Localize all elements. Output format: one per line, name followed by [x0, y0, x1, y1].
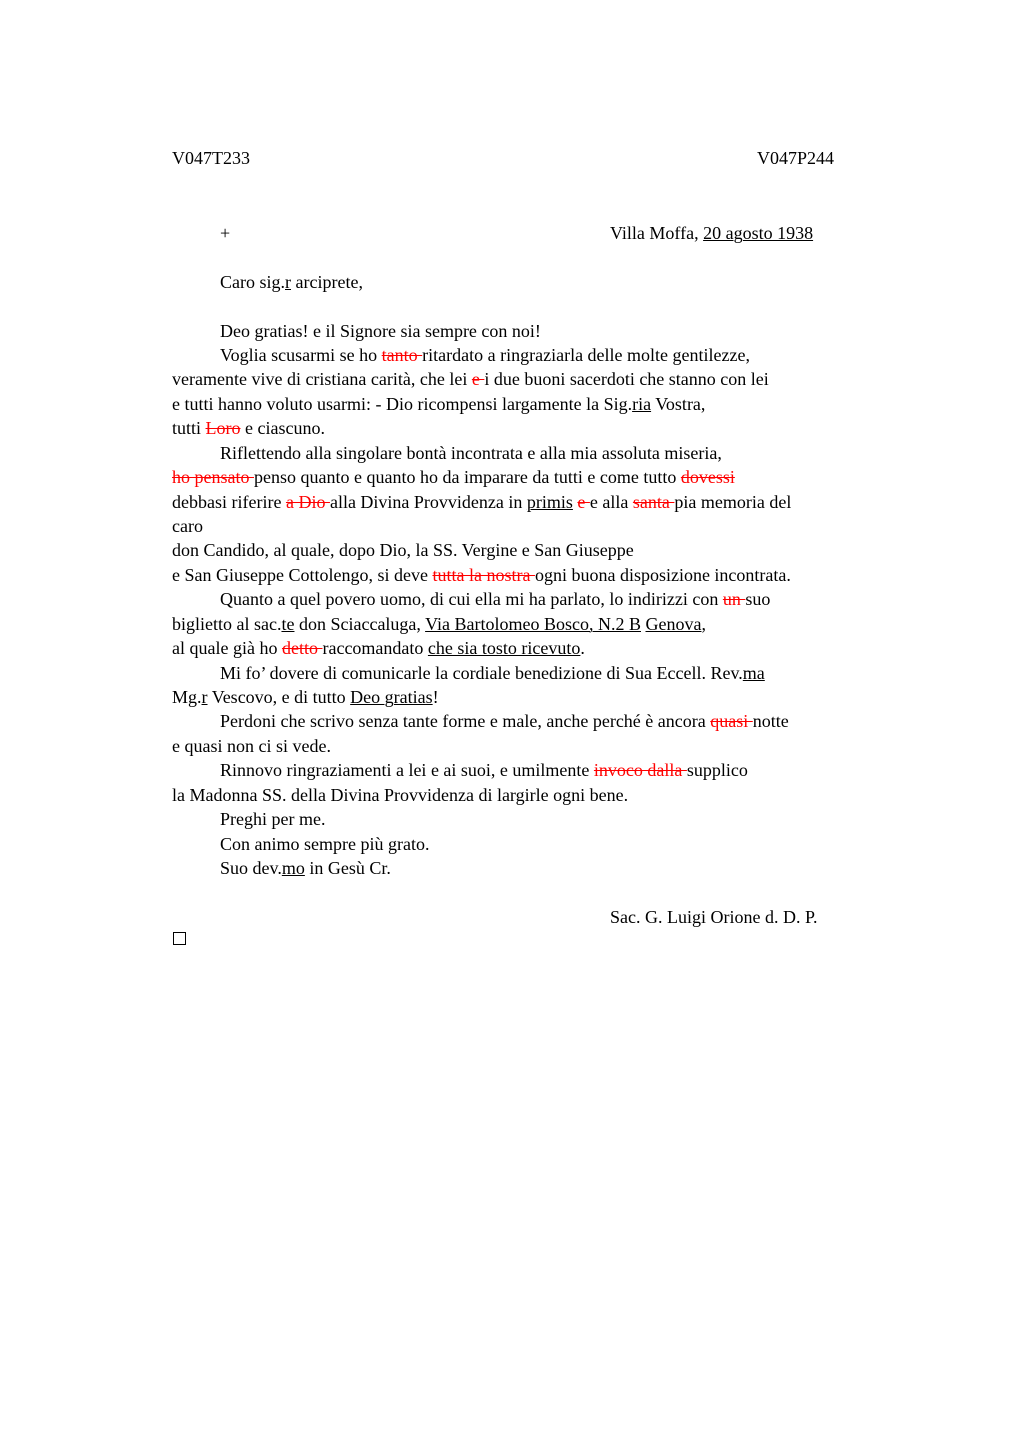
letter-line-20: la Madonna SS. della Divina Provvidenza di largirle ogni bene.: [172, 785, 629, 805]
document-code-right: V047P244: [757, 148, 835, 168]
letter-line-14: al quale già ho detto raccomandato che sia tosto ricevuto.: [172, 638, 585, 658]
deleted-text: santa: [632, 492, 675, 512]
letter-line-16: Mg.r Vescovo, e di tutto Deo gratias!: [172, 687, 439, 707]
place-date: [610, 222, 813, 244]
letter-line-18: e quasi non ci si vede.: [172, 736, 331, 756]
deleted-text: Loro: [205, 418, 241, 438]
letter-line-11: e San Giuseppe Cottolengo, si deve tutta la nostra ogni buona disposizione incontrata.: [172, 565, 791, 585]
deleted-text: e: [577, 492, 590, 512]
letter-line-15: Mi fo’ dovere di comunicarle la cordiale benedizione di Sua Eccell. Rev.ma: [220, 663, 765, 683]
deleted-text: tanto: [381, 345, 423, 365]
letter-line-8: debbasi riferire a Dio alla Divina Provvidenza in primis e e alla santa pia memoria del: [172, 492, 792, 512]
deleted-text: un: [722, 589, 746, 609]
deleted-text: ho pensato: [172, 467, 254, 487]
letter-line-5: tutti Loro e ciascuno.: [172, 418, 325, 438]
deleted-text: dovessi: [680, 467, 735, 487]
deleted-text: quasi: [710, 711, 753, 731]
letter-line-4: e tutti hanno voluto usarmi: - Dio ricompensi largamente la Sig.ria Vostra,: [172, 394, 706, 414]
checkbox-square-icon: [173, 932, 186, 945]
letter-line-3: veramente vive di cristiana carità, che lei e i due buoni sacerdoti che stanno con lei: [172, 369, 769, 389]
deleted-text: e: [471, 369, 485, 389]
date: 20 agosto 1938: [703, 223, 814, 243]
letter-line-10: don Candido, al quale, dopo Dio, la SS. Vergine e San Giuseppe: [172, 540, 634, 560]
letter-line-19: Rinnovo ringraziamenti a lei e ai suoi, e umilmente invoco dalla supplico: [220, 760, 748, 780]
greeting: Caro sig.r arciprete,: [220, 272, 363, 292]
letter-line-6: Riflettendo alla singolare bontà incontrata e alla mia assoluta miseria,: [220, 443, 722, 463]
deleted-text: invoco dalla: [593, 760, 687, 780]
letter-line-23: Suo dev.mo in Gesù Cr.: [220, 858, 391, 878]
letter-line-17: Perdoni che scrivo senza tante forme e male, anche perché è ancora quasi notte: [220, 711, 789, 731]
signature: Sac. G. Luigi Orione d. D. P.: [610, 907, 818, 927]
deleted-text: tutta la nostra: [432, 565, 535, 585]
letter-line-13: biglietto al sac.te don Sciaccaluga, Via Bartolomeo Bosco, N.2 B Genova,: [172, 614, 706, 634]
letter-line-22: Con animo sempre più grato.: [220, 834, 430, 854]
deleted-text: a Dio: [285, 492, 330, 512]
letter-line-2: Voglia scusarmi se ho tanto ritardato a ringraziarla delle molte gentilezze,: [220, 345, 750, 365]
deleted-text: detto: [281, 638, 323, 658]
letter-line-12: Quanto a quel povero uomo, di cui ella mi ha parlato, lo indirizzi con un suo: [220, 589, 771, 609]
letter-line-7: ho pensato penso quanto e quanto ho da imparare da tutti e come tutto dovessi: [172, 467, 735, 487]
letter-line-1: Deo gratias! e il Signore sia sempre con noi!: [220, 321, 541, 341]
place: Villa Moffa,: [610, 223, 699, 243]
document-code-left: V047T233: [172, 148, 250, 168]
letter-line-21: Preghi per me.: [220, 809, 326, 829]
letter-line-9: caro: [172, 516, 203, 536]
cross-symbol: +: [220, 223, 231, 243]
